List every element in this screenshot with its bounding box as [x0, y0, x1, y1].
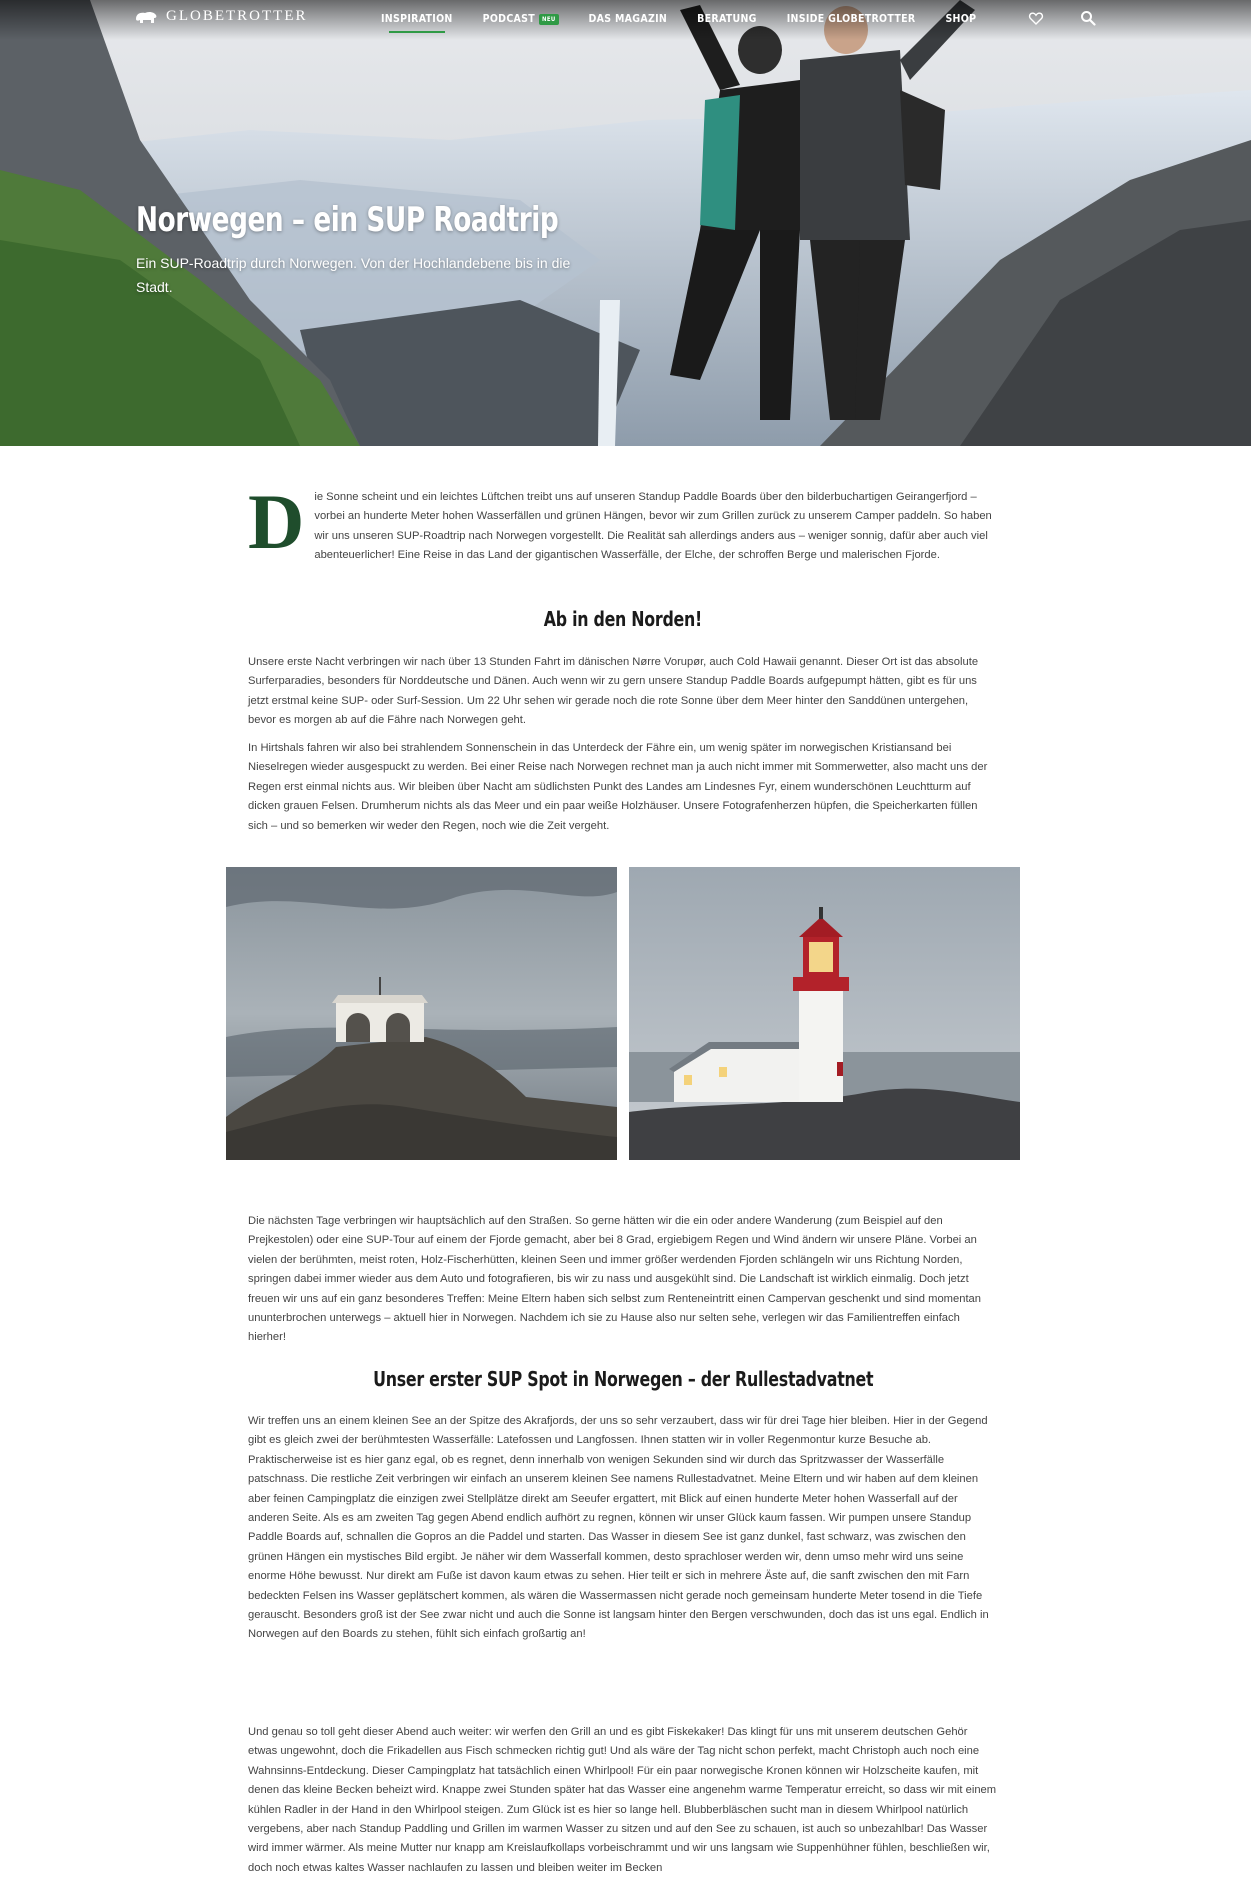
nav-item-inspiration[interactable]: [381, 13, 453, 25]
bear-logo-icon: [134, 9, 158, 25]
main-nav: [381, 13, 1006, 25]
logo[interactable]: [134, 8, 308, 25]
dropcap: D: [248, 478, 305, 565]
paragraph: Die nächsten Tage verbringen wir hauptsächlich auf den Straßen. So gerne hätten wir die ein oder andere Wanderung (zum Beispiel auf den Prejkestolen) oder eine SUP-Tour auf einem der Fjorde gemacht, aber bei 8 Grad, ergiebigem Regen und Wind ändern wir unsere Pläne. Vorbei an vielen der berühmten, meist roten, Holz-Fischerhütten, kleinen Seen und immer größer werdenden Fjorden schlängeln wir uns Richtung Norden, springen dabei immer wieder aus dem Auto und fotografieren, bis wir zu nass und ausgekühlt sind. Die Landschaft ist wirklich einmalig. Doch jetzt freuen wir uns auf ein ganz besonderes Treffen: Meine Eltern haben sich selbst zum Renteneintritt einen Campervan geschenkt und sind momentan ununterbrochen unterwegs – aktuell hier in Norwegen. Nachdem ich sie zu Hause also nur selten sehe, verlegen wir das Familientreffen einfach hierher!: [248, 1215, 981, 1344]
nav-item-podcast[interactable]: [483, 13, 559, 25]
section-heading: [248, 1367, 998, 1391]
top-navigation: [0, 0, 1251, 40]
photo-cliff-shelter-image: [226, 867, 617, 1160]
photo-lighthouse-image: [629, 867, 1020, 1160]
paragraph: In Hirtshals fahren wir also bei strahlendem Sonnenschein in das Unterdeck der Fähre ein, um wenig später im norwegischen Kristiansand bei Nieselregen wieder ausgespuckt zu werden. Bei einer Reise nach Norwegen rechnet man ja auch nicht immer mit Sommerwetter, also macht uns der Regen erst einmal nichts aus. Wir bleiben über Nacht am südlichsten Punkt des Landes am Lindesnes Fyr, einem wunderschönen Leuchtturm auf dicken grauen Felsen. Drumherum nichts als das Meer und ein paar weiße Holzhäuser. Unsere Fotografenherzen hüpfen, die Speicherkarten füllen sich – und so bemerken wir weder den Regen, noch wie die Zeit vergeht.: [248, 742, 988, 832]
photo-cliff-shelter: [226, 867, 617, 1160]
nav-item-label: INSPIRATION: [381, 13, 453, 25]
paragraph: Wir treffen uns an einem kleinen See an der Spitze des Akrafjords, der uns so sehr verzaubert, dass wir für drei Tage hier bleiben. Hier in der Gegend gibt es gleich zwei der berühmtesten Wasserfälle: Latefossen und Langfossen. Ihnen statten wir in voller Regenmontur kurze Besuche ab. Praktischerweise ist es hier ganz egal, ob es regnet, denn innerhalb von wenigen Sekunden sind wir durch das Spritzwasser der Wasserfälle patschnass. Die restliche Zeit verbringen wir einfach an unserem kleinen See namens Rullestadvatnet. Meine Eltern und wir haben auf dem kleinen aber feinen Campingplatz die einzigen zwei Stellplätze direkt am Seeufer ergattert, mit Blick auf einen hunderte Meter hohen Wasserfall auf der anderen Seite. Als es am zweiten Tag gegen Abend endlich aufhört zu regnen, können wir unser Glück kaum fassen. Wir pumpen unsere Standup Paddle Boards auf, schnallen die Gopros an die Paddel und starten. Das Wasser in diesem See ist ganz dunkel, fast schwarz, was zwischen den grünen Hängen ein mystisches Bild ergibt. Je näher wir dem Wasserfall kommen, desto sprachloser werden wir, denn umso mehr wird uns seine enorme Höhe bewusst. Nur direkt am Fuße ist davon kaum etwas zu sehen. Hier teilt er sich in mehrere Äste auf, die sanft zwischen den mit Farn bedeckten Felsen ins Wasser geplätschert kommen, als wären die Wassermassen nicht gerade noch gemeinsam hunderte Meter tosend in die Tiefe gerauscht. Besonders groß ist der See zwar nicht und auch die Sonne ist langsam hinter den Bergen verschwunden, doch das ist uns egal. Endlich in Norwegen auf den Boards zu stehen, fühlt sich einfach großartig an!: [248, 1415, 989, 1641]
section-heading: [248, 607, 998, 631]
paragraph: Unsere erste Nacht verbringen wir nach über 13 Stunden Fahrt im dänischen Nørre Vorupør, auch Cold Hawaii genannt. Dieser Ort ist das absolute Surferparadies, besonders für Norddeutsche und Dänen. Auch wenn wir zu gern unsere Standup Paddle Boards aufgepumpt hätten, gibt es für uns jetzt erstmal keine SUP- oder Surf-Session. Um 22 Uhr sehen wir gerade noch die rote Sonne über dem Meer hinter den Sanddünen untergehen, bevor es morgen ab auf die Fähre nach Norwegen geht.: [248, 656, 979, 727]
nav-item-magazin[interactable]: [589, 13, 668, 25]
intro-text: ie Sonne scheint und ein leichtes Lüftchen treibt uns auf unseren Standup Paddle Boards über den bilderbuchartigen Geirangerfjord – vorbei an hunderte Meter hohen Wasserfällen und grünen Hängen, bevor wir zum Grillen zurück zu unserem Camper paddeln. So haben wir uns unseren SUP-Roadtrip nach Norwegen vorgestellt. Die Realität sah allerdings anders aus – weniger sonnig, dafür aber auch viel abenteuerlicher! Eine Reise in das Land der gigantischen Wasserfälle, der Elche, der schroffen Berge und malerischen Fjorde.: [314, 491, 992, 562]
nav-item-label: BERATUNG: [697, 13, 757, 25]
section-heading-text: Ab in den Norden!: [543, 607, 703, 631]
nav-item-label: PODCAST: [482, 13, 536, 25]
page-subtitle: Ein SUP-Roadtrip durch Norwegen. Von der Hochlandebene bis in die Stadt.: [136, 255, 571, 295]
nav-item-beratung[interactable]: [697, 13, 757, 25]
nav-item-inside-globetrotter[interactable]: [787, 13, 916, 25]
nav-item-label: SHOP: [945, 13, 977, 25]
heart-icon[interactable]: [1028, 10, 1044, 26]
nav-icons: [1028, 10, 1096, 26]
paragraph: Und genau so toll geht dieser Abend auch weiter: wir werfen den Grill an und es gibt Fiskekaker! Das klingt für uns mit unserem deutschen Gehör etwas ungewohnt, doch die Frikadellen aus Fisch schmecken richtig gut! Und als wäre der Tag nicht schon perfekt, macht Christoph auch noch eine Wahnsinns-Entdeckung. Dieser Campingplatz hat tatsächlich einen Whirlpool! Für ein paar norwegische Kronen können wir Holzscheite kaufen, mit denen das kleine Becken beheizt wird. Knappe zwei Stunden später hat das Wasser eine angenehm warme Temperatur erreicht, so dass wir mit einem kühlen Radler in der Hand in den Whirlpool steigen. Zum Glück ist es hier so lange hell. Blubberbläschen sucht man in diesem Whirlpool natürlich vergebens, aber nach Standup Paddling und Grillen im warmen Wasser zu sitzen und auf den See zu schauen, ist auch so unbezahlbar! Das Wasser wird immer wärmer. Als meine Mutter nur knapp am Kreislaufkollaps vorbeischrammt und wir uns langsam wie Suppenhühner fühlen, beschließen wir, doch noch etwas kaltes Wasser nachlaufen zu lassen und bleiben weiter im Becken: [248, 1726, 997, 1874]
intro-paragraph: [248, 478, 998, 566]
photo-lighthouse: [629, 867, 1020, 1160]
new-badge: NEU: [539, 14, 559, 25]
logo-text: GLOBETROTTER: [166, 8, 308, 24]
nav-item-shop[interactable]: [945, 13, 976, 25]
search-icon[interactable]: [1080, 10, 1096, 26]
hero-banner: [0, 0, 1251, 446]
section-heading-text: Unser erster SUP Spot in Norwegen – der Rullestadvatnet: [372, 1367, 874, 1391]
nav-item-label: INSIDE GLOBETROTTER: [786, 13, 916, 25]
nav-item-label: DAS MAGAZIN: [588, 13, 668, 25]
photo-gallery: [226, 867, 1020, 1160]
page-title: Norwegen – ein SUP Roadtrip: [136, 200, 559, 240]
